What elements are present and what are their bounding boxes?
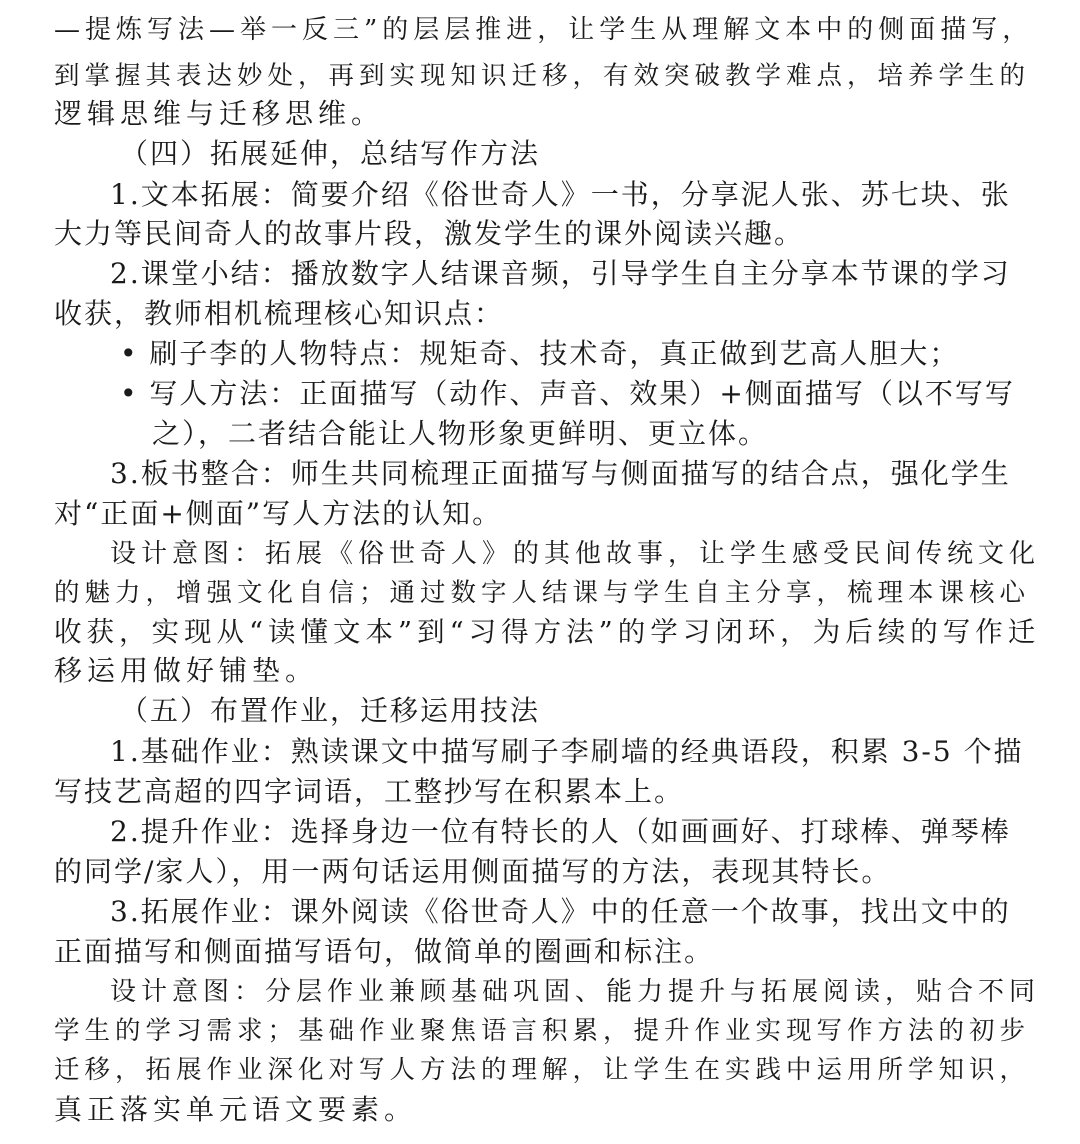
section-heading: （五）布置作业，迁移运用技法 xyxy=(120,694,541,727)
text-line: 迁移，拓展作业深化对写人方法的理解，让学生在实践中运用所学知识， xyxy=(54,1055,1031,1085)
bullet-item: • 刷子李的人物特点：规矩奇、技术奇，真正做到艺高人胆大； xyxy=(120,337,960,370)
text-line: 写技艺高超的四字词语，工整抄写在积累本上。 xyxy=(54,775,685,808)
text-line: 学生的学习需求；基础作业聚焦语言积累，提升作业实现写作方法的初步 xyxy=(54,1016,1031,1046)
text-line: 的同学/家人），用一两句话运用侧面描写的方法，表现其特长。 xyxy=(54,855,892,888)
text-line: 大力等民间奇人的故事片段，激发学生的课外阅读兴趣。 xyxy=(54,217,805,250)
text-line: 真正落实单元语文要素。 xyxy=(54,1093,418,1126)
text-line: 移运用做好铺垫。 xyxy=(54,654,319,687)
text-line: 2.课堂小结：播放数字人结课音频，引导学生自主分享本节课的学习 xyxy=(110,257,1011,290)
text-line: 3.拓展作业：课外阅读《俗世奇人》中的任意一个故事，找出文中的 xyxy=(110,895,1011,928)
text-line: 1.文本拓展：简要介绍《俗世奇人》一书，分享泥人张、苏七块、张 xyxy=(110,178,1011,211)
bullet-item: • 写人方法：正面描写（动作、声音、效果）+侧面描写（以不写写 xyxy=(120,377,1015,410)
design-intent-line: 设计意图：分层作业兼顾基础巩固、能力提升与拓展阅读，贴合不同 xyxy=(110,977,1041,1007)
text-line: 2.提升作业：选择身边一位有特长的人（如画画好、打球棒、弹琴棒 xyxy=(110,815,1011,848)
text-line: 的魅力，增强文化自信；通过数字人结课与学生自主分享，梳理本课核心 xyxy=(54,578,1031,608)
text-line: 收获，实现从“读懂文本”到“习得方法”的学习闭环，为后续的写作迁 xyxy=(54,616,1041,648)
text-line: —提炼写法—举一反三”的层层推进，让学生从理解文本中的侧面描写， xyxy=(54,15,1034,45)
text-line: 逻辑思维与迁移思维。 xyxy=(54,97,385,130)
design-intent-line: 设计意图：拓展《俗世奇人》的其他故事，让学生感受民间传统文化 xyxy=(110,539,1041,569)
text-line: 1.基础作业：熟读课文中描写刷子李刷墙的经典语段，积累 3-5 个描 xyxy=(110,735,1024,768)
text-line: 对“正面+侧面”写人方法的认知。 xyxy=(54,497,503,530)
text-line: 之），二者结合能让人物形象更鲜明、更立体。 xyxy=(152,417,769,450)
section-heading: （四）拓展延伸，总结写作方法 xyxy=(120,137,541,170)
text-line: 3.板书整合：师生共同梳理正面描写与侧面描写的结合点，强化学生 xyxy=(110,457,1011,490)
text-line: 到掌握其表达妙处，再到实现知识迁移，有效突破教学难点，培养学生的 xyxy=(54,61,1031,91)
text-line: 收获，教师相机梳理核心知识点： xyxy=(54,297,505,330)
text-line: 正面描写和侧面描写语句，做简单的圈画和标注。 xyxy=(54,935,715,968)
